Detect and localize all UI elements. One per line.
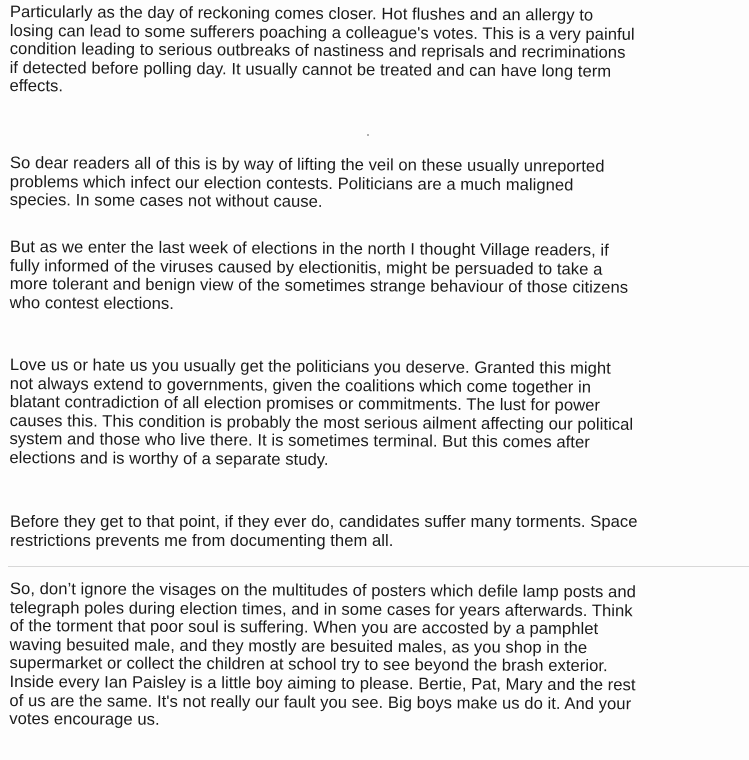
scan-speck [367,134,369,136]
scan-crease-line [8,566,749,567]
text-line: elections and is worthy of a separate study. [9,447,329,469]
text-line: waving besuited male, and they mostly are besuited males, as you shop in the [9,634,588,657]
text-line: of the torment that poor soul is suffering. When you are accosted by a pamphlet [9,616,599,639]
paragraph-6 [9,580,746,733]
text-line: system and those who live there. It is sometimes terminal. But this comes after [9,429,590,452]
text-line: restrictions prevents me from documenting them all. [10,530,394,550]
text-line: telegraph poles during election times, and in some cases for years afterwards. Think [9,597,633,620]
text-line: if detected before polling day. It usually cannot be treated and can have long term [9,57,612,81]
text-line: species. In some cases not without cause. [9,190,323,212]
text-line: blatant contradiction of all election promises or commitments. The lust for power [9,392,601,415]
text-line: So dear readers all of this is by way of lifting the veil on these usually unreported [9,153,605,176]
text-line: condition leading to serious outbreaks of nastiness and reprisals and recriminations [9,39,626,62]
paragraph-5 [10,513,746,550]
text-line: supermarket or collect the children at school try to see beyond the brash exterior. [9,653,608,676]
paragraph-4 [9,356,746,472]
text-line: not always extend to governments, given the coalitions which come together in [9,373,592,397]
text-line: problems which infect our election contests. Politicians are a much maligned [9,171,574,195]
text-line: Love us or hate us you usually get the politicians you deserve. Granted this might [9,355,611,378]
text-line: causes this. This condition is probably the most serious ailment affecting our political [9,410,634,434]
text-line: more tolerant and benign view of the sometimes strange behaviour of those citizens [9,274,629,297]
text-line: Inside every Ian Paisley is a little boy aiming to please. Bertie, Pat, Mary and the rest [9,671,636,695]
text-line: of us are the same. It's not really our fault you see. Big boys make us do it. And your [9,690,632,713]
text-line: who contest elections. [9,292,175,313]
text-line: So, don’t ignore the visages on the multitudes of posters which defile lamp posts and [9,579,636,602]
text-line: effects. [9,76,64,96]
text-line: fully informed of the viruses caused by electionitis, might be persuaded to take a [9,255,603,279]
text-line: Particularly as the day of reckoning comes closer. Hot flushes and an allergy to [9,2,594,25]
text-line: But as we enter the last week of elections in the north I thought Village readers, if [9,237,609,260]
paragraph-3 [10,238,746,317]
paragraph-2 [10,154,746,214]
text-line: Before they get to that point, if they ever do, candidates suffer many torments. Space [10,512,638,531]
text-line: votes encourage us. [9,709,160,729]
text-line: losing can lead to some sufferers poaching a colleague's votes. This is a very painful [9,20,635,44]
paragraph-1 [9,3,746,100]
